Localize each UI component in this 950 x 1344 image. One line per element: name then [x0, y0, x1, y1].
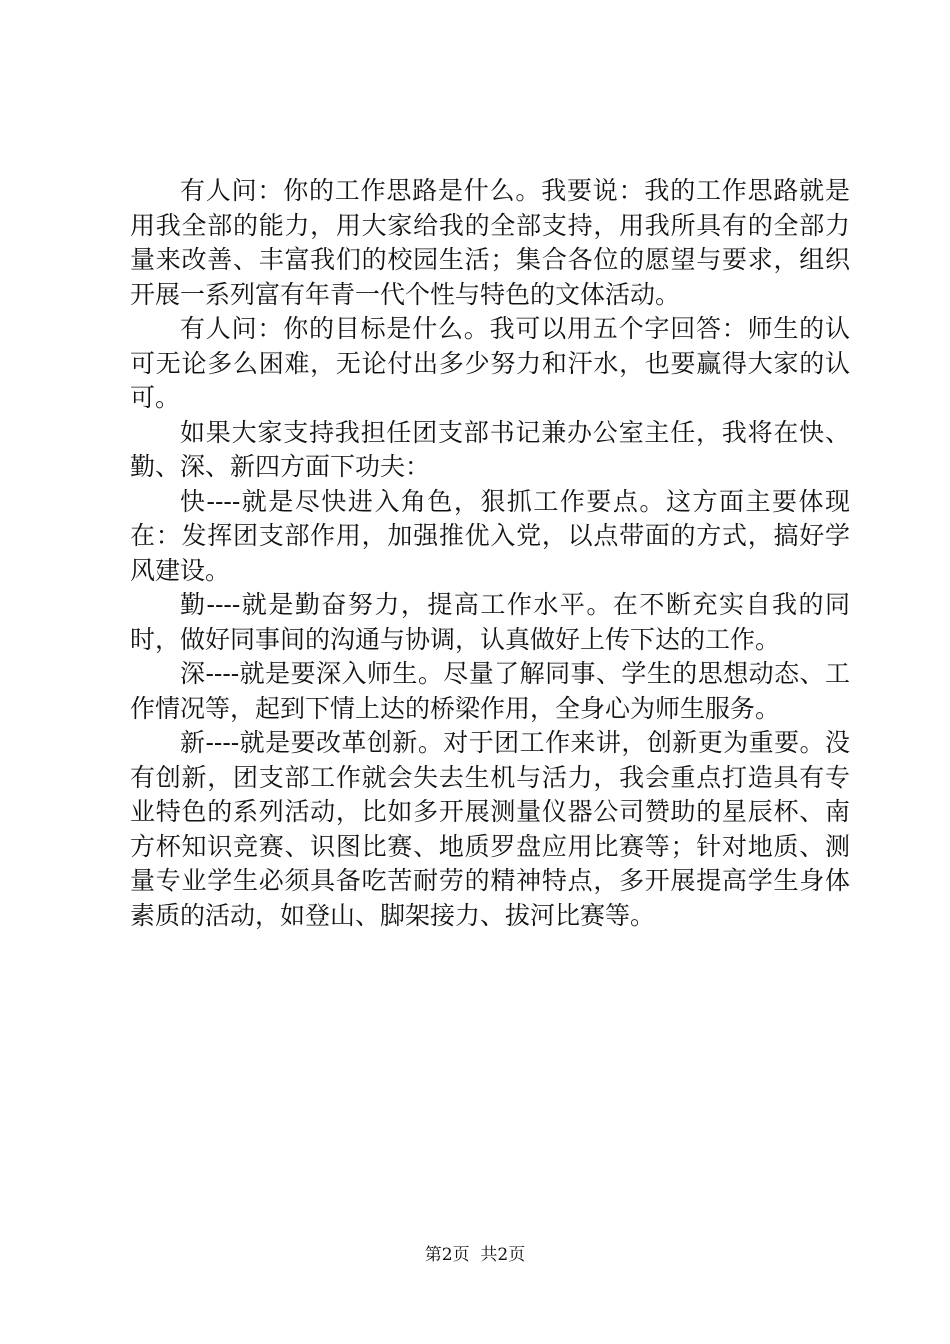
- paragraph-four-aspects-intro: 如果大家支持我担任团支部书记兼办公室主任，我将在快、勤、深、新四方面下功夫：: [130, 417, 850, 481]
- paragraph-new: 新----就是要改革创新。对于团工作来讲，创新更为重要。没有创新，团支部工作就会失去生机与活力，我会重点打造具有专业特色的系列活动，比如多开展测量仪器公司赞助的星辰杯、南方杯知识竞赛、识图比赛、地质罗盘应用比赛等；针对地质、测量专业学生必须具备吃苦耐劳的精神特点，多开展提高学生身体素质的活动，如登山、脚架接力、拔河比赛等。: [130, 728, 850, 930]
- paragraph-deep: 深----就是要深入师生。尽量了解同事、学生的思想动态、工作情况等，起到下情上达的桥梁作用，全身心为师生服务。: [130, 659, 850, 723]
- paragraph-diligent: 勤----就是勤奋努力，提高工作水平。在不断充实自我的同时，做好同事间的沟通与协调，认真做好上传下达的工作。: [130, 590, 850, 654]
- paragraph-fast: 快----就是尽快进入角色，狠抓工作要点。这方面主要体现在：发挥团支部作用，加强推优入党，以点带面的方式，搞好学风建设。: [130, 486, 850, 585]
- paragraph-work-approach: 有人问：你的工作思路是什么。我要说：我的工作思路就是用我全部的能力，用大家给我的全部支持，用我所具有的全部力量来改善、丰富我们的校园生活；集合各位的愿望与要求，组织开展一系列富有年青一代个性与特色的文体活动。: [130, 176, 850, 309]
- page-footer: [0, 1244, 950, 1266]
- paragraph-goal: 有人问：你的目标是什么。我可以用五个字回答：师生的认可无论多么困难，无论付出多少努力和汗水，也要赢得大家的认可。: [130, 314, 850, 412]
- page-number-label: 第2页 共2页: [424, 1245, 526, 1265]
- document-body: [130, 174, 850, 933]
